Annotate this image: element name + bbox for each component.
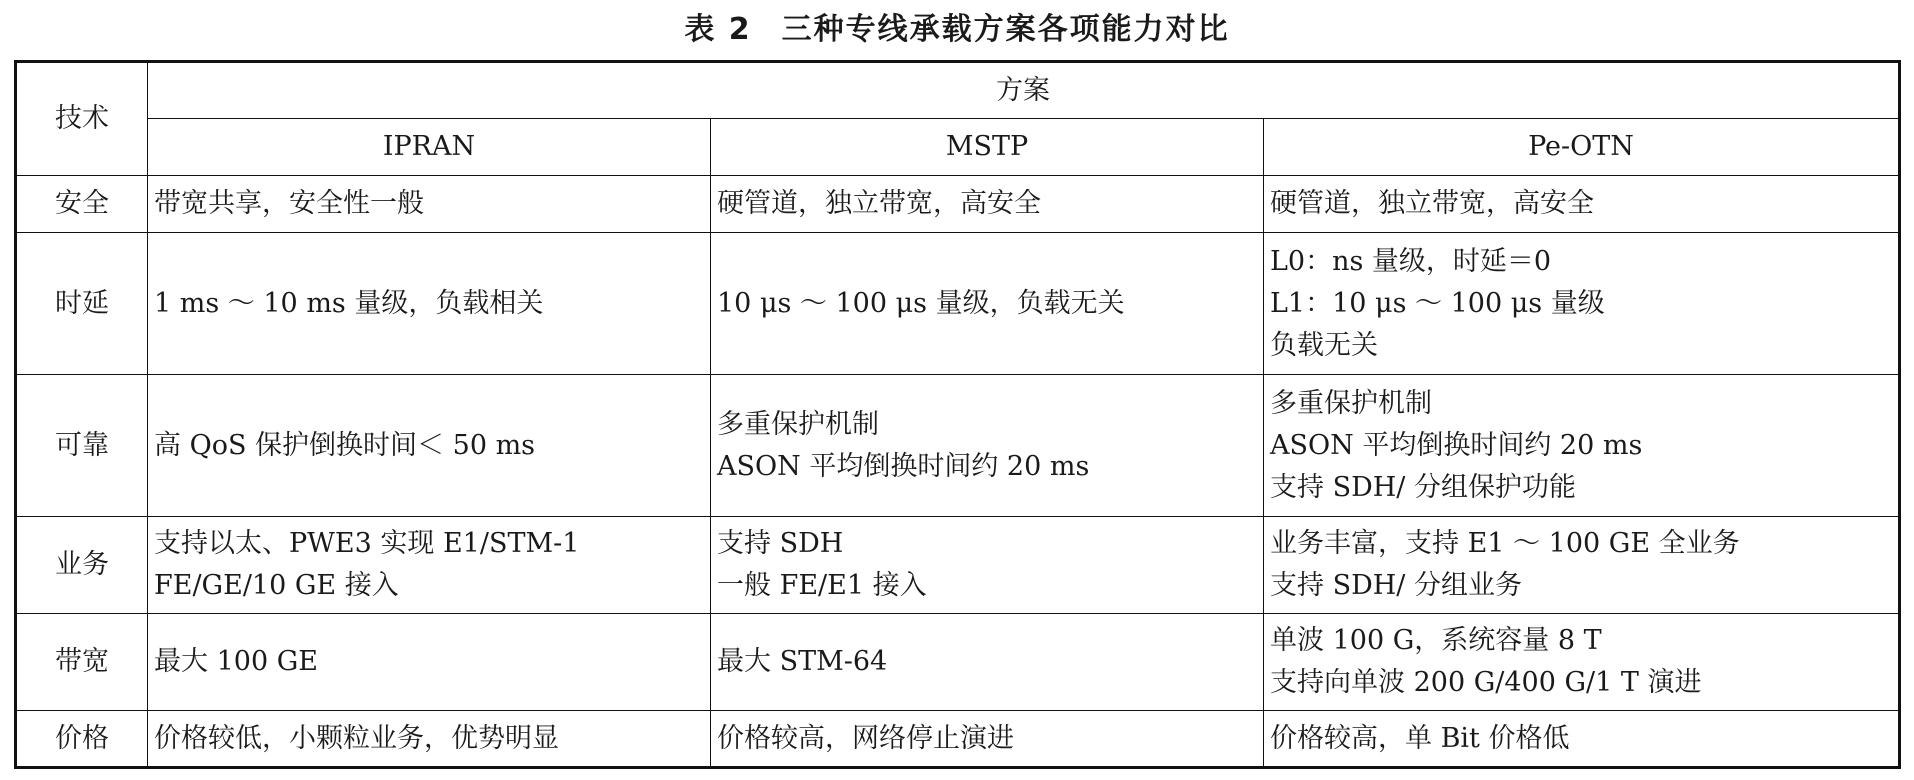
table-cell — [1264, 517, 1900, 614]
cell-line: 多重保护机制 — [717, 408, 879, 440]
cell-line: 高 QoS 保护倒换时间＜ 50 ms — [154, 429, 536, 461]
table-cell — [148, 176, 711, 233]
cell-line: L0：ns 量级，时延＝0 — [1270, 245, 1552, 277]
cell-line: 支持 SDH/ 分组保护功能 — [1270, 471, 1576, 503]
caption-number: 表 2 — [684, 12, 752, 47]
table-row — [16, 614, 1900, 711]
row-label: 时延 — [16, 233, 148, 375]
table-row — [16, 233, 1900, 375]
table-cell — [711, 614, 1264, 711]
table-cell — [148, 233, 711, 375]
table-cell — [711, 517, 1264, 614]
cell-line: 支持 SDH/ 分组业务 — [1270, 570, 1522, 601]
header-col-pe-otn: Pe-OTN — [1264, 119, 1900, 176]
row-label: 带宽 — [16, 614, 148, 711]
table-row — [16, 517, 1900, 614]
table-cell — [711, 375, 1264, 517]
table-cell — [1264, 233, 1900, 375]
row-label: 业务 — [16, 517, 148, 614]
table-cell — [148, 614, 711, 711]
table-cell — [711, 233, 1264, 375]
cell-line: 1 ms ～ 10 ms 量级，负载相关 — [154, 287, 544, 319]
cell-line: 业务丰富，支持 E1 ～ 100 GE 全业务 — [1270, 528, 1740, 559]
table-caption — [0, 8, 1914, 52]
cell-line: ASON 平均倒换时间约 20 ms — [1270, 429, 1643, 461]
caption-title: 三种专线承载方案各项能力对比 — [781, 12, 1230, 47]
table-cell — [1264, 176, 1900, 233]
table-cell — [1264, 614, 1900, 711]
header-col-ipran: IPRAN — [148, 119, 711, 176]
cell-line: L1：10 μs ～ 100 μs 量级 — [1270, 287, 1605, 319]
cell-line: ASON 平均倒换时间约 20 ms — [717, 450, 1090, 482]
cell-line: 负载无关 — [1270, 329, 1378, 361]
cell-line: 支持向单波 200 G/400 G/1 T 演进 — [1270, 667, 1702, 698]
cell-line: 价格较低，小颗粒业务，优势明显 — [154, 722, 559, 754]
row-label: 可靠 — [16, 375, 148, 517]
table-cell — [1264, 711, 1900, 768]
table-cell — [711, 176, 1264, 233]
cell-line: 价格较高，单 Bit 价格低 — [1270, 722, 1570, 754]
table-cell — [148, 375, 711, 517]
cell-line: 10 μs ～ 100 μs 量级，负载无关 — [717, 287, 1125, 319]
header-scheme: 方案 — [148, 62, 1900, 119]
table-row — [16, 711, 1900, 768]
cell-line: 硬管道，独立带宽，高安全 — [1270, 188, 1594, 219]
cell-line: 最大 STM-64 — [717, 646, 888, 677]
cell-line: 支持以太、PWE3 实现 E1/STM-1 — [154, 528, 580, 559]
cell-line: 硬管道，独立带宽，高安全 — [717, 188, 1041, 219]
cell-line: 带宽共享，安全性一般 — [154, 188, 424, 219]
cell-line: 价格较高，网络停止演进 — [717, 722, 1014, 754]
table-cell — [711, 711, 1264, 768]
table-row — [16, 375, 1900, 517]
row-label: 安全 — [16, 176, 148, 233]
table-row — [16, 176, 1900, 233]
comparison-table — [14, 60, 1901, 769]
cell-line: 一般 FE/E1 接入 — [717, 570, 927, 601]
table-cell — [148, 711, 711, 768]
table-cell — [1264, 375, 1900, 517]
row-label: 价格 — [16, 711, 148, 768]
cell-line: 支持 SDH — [717, 528, 844, 559]
cell-line: 单波 100 G，系统容量 8 T — [1270, 625, 1602, 656]
cell-line: FE/GE/10 GE 接入 — [154, 570, 399, 601]
cell-line: 多重保护机制 — [1270, 387, 1432, 419]
cell-line: 最大 100 GE — [154, 646, 318, 677]
table-cell — [148, 517, 711, 614]
header-col-mstp: MSTP — [711, 119, 1264, 176]
header-tech: 技术 — [16, 62, 148, 176]
